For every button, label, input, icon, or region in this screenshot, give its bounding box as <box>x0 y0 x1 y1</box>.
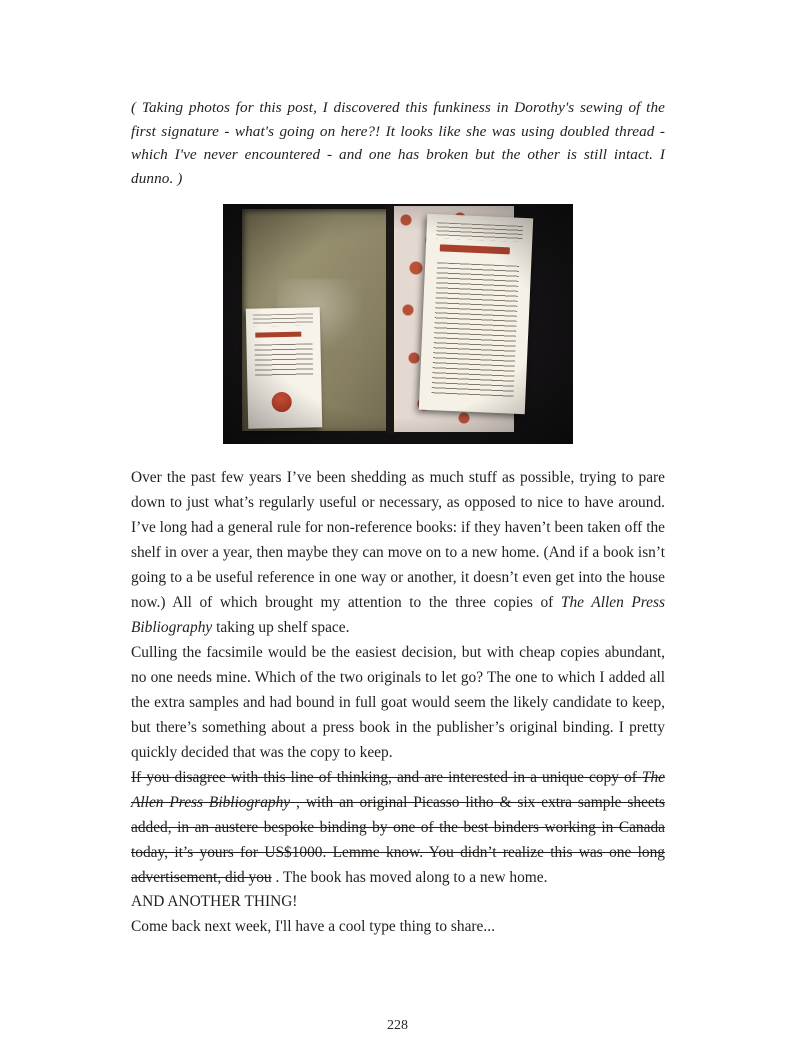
photo-small-card <box>246 307 322 429</box>
body-paragraph-1 <box>131 466 665 641</box>
struck-text-after-title: , with an original Picasso litho & six extra sample sheets added, in an austere bespoke binding by one of the best binders working in Canada today, it’s yours for US$1000. Lemme know. You didn’t realize this was one long advertisement, did you <box>131 793 666 886</box>
body-paragraph-2: Culling the facsimile would be the easiest decision, but with cheap copies abundant, no one needs mine. Which of the two originals to let go? The one to which I added all the extra samples and had bound in full goat would seem the likely candidate to keep, but there’s something about a press book in the publisher’s original binding. I pretty quickly decided that was the copy to keep. <box>131 643 665 761</box>
body-paragraph-5: Come back next week, I'll have a cool type thing to share... <box>131 918 495 936</box>
struck-text-before-title: If you disagree with this line of thinking, and are interested in a unique copy of <box>131 768 642 786</box>
photo-card-header-lines <box>253 314 313 327</box>
paragraph-1-text-before-title: Over the past few years I’ve been shedding as much stuff as possible, trying to pare down to just what’s regularly useful or necessary, as opposed to nice to have around. I’ve long had a general rule for non-reference books: if they haven’t been taken off the shelf in over a year, then maybe they can move on to a new home. (And if a book isn’t going to a be useful reference in one way or another, it doesn’t even get into the house now.) All of which brought my attention to the three copies of <box>131 469 665 612</box>
photo-sheet-red-title <box>440 245 510 255</box>
photo-card-body-lines <box>255 344 314 379</box>
photo-sheet-header-lines <box>436 222 523 242</box>
body-paragraph-3 <box>131 766 665 891</box>
paragraph-3-tail-text: . The book has moved along to a new home. <box>271 868 548 886</box>
photo-card-red-seal <box>272 392 292 412</box>
body-paragraph-4: AND ANOTHER THING! <box>131 893 298 911</box>
page-content <box>131 96 665 940</box>
intro-paragraph: ( Taking photos for this post, I discovered this funkiness in Dorothy's sewing of the first signature - what's going on here?! It looks like she was using doubled thread - which I've never encountered - and one has broken but the other is still intact. I dunno. ) <box>131 99 665 187</box>
book-photograph <box>223 204 573 444</box>
struck-book-title: The Allen Press Bibliography <box>131 768 665 811</box>
photo-card-red-title <box>255 332 301 338</box>
paragraph-1-text-after-title: taking up shelf space. <box>212 618 350 636</box>
figure-book-photo <box>131 204 665 444</box>
page-number: 228 <box>387 1018 408 1033</box>
photo-sheet-body-lines <box>431 263 519 400</box>
photo-prospectus-sheet <box>419 214 533 414</box>
book-title-allen-press-bibliography: The Allen Press Bibliography <box>131 594 665 636</box>
